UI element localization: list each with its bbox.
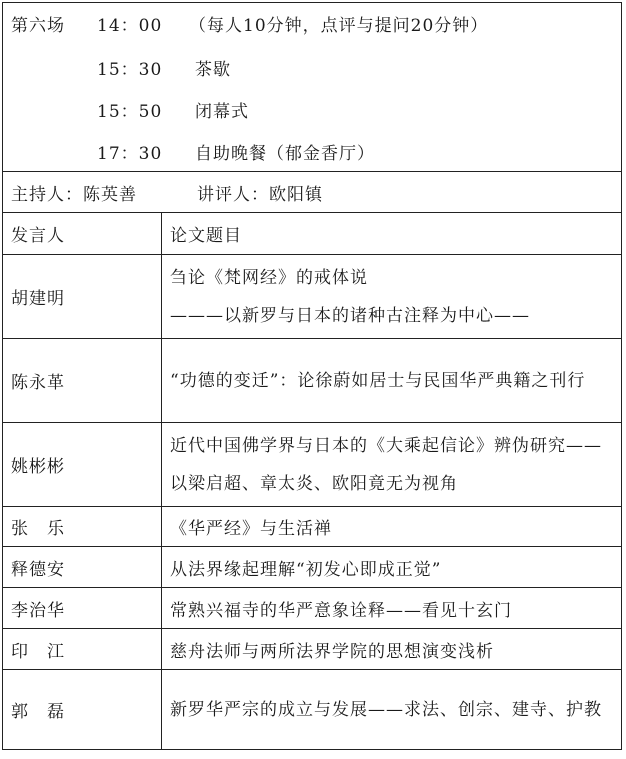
program-table (2, 2, 622, 750)
table-row (3, 507, 622, 547)
title-cell (162, 255, 622, 339)
schedule-desc: 茶歇 (195, 60, 231, 80)
title-line: 刍论《梵网经》的戒体说 (170, 267, 368, 288)
table-row (3, 547, 622, 588)
table-row (3, 255, 622, 339)
speaker-cell: 释德安 (3, 547, 162, 588)
title-cell (162, 670, 622, 750)
title-line: ———以新罗与日本的诸种古注释为中心—— (170, 305, 530, 326)
host-row (3, 172, 622, 213)
title-cell (162, 339, 622, 423)
speaker-cell: 印 江 (3, 629, 162, 670)
speaker-cell: 郭 磊 (3, 670, 162, 750)
title-cell: 慈舟法师与两所法界学院的思想演变浅析 (162, 629, 622, 670)
session-label: 第六场 (11, 16, 65, 36)
schedule-row (3, 3, 622, 172)
table-row (3, 629, 622, 670)
speaker-cell: 陈永革 (3, 339, 162, 423)
title-text: 新罗华严宗的成立与发展——求法、创宗、建寺、护教 (170, 699, 602, 720)
title-text: “功德的变迁”：论徐蔚如居士与民国华严典籍之刊行 (170, 370, 586, 391)
table-row (3, 588, 622, 629)
speaker-header: 发言人 (3, 213, 162, 255)
host-name: 主持人：陈英善 (11, 184, 137, 205)
table-row (3, 339, 622, 423)
schedule-desc: 闭幕式 (195, 102, 249, 122)
title-cell: 《华严经》与生活禅 (162, 507, 622, 547)
speaker-cell: 姚彬彬 (3, 423, 162, 507)
speaker-cell: 张 乐 (3, 507, 162, 547)
host-cell (3, 172, 622, 213)
schedule-desc: 自助晚餐（郁金香厅） (195, 144, 375, 164)
table-row (3, 670, 622, 750)
speaker-cell: 李治华 (3, 588, 162, 629)
schedule-cell (3, 3, 622, 172)
title-cell (162, 423, 622, 507)
schedule-time: 15：30 (97, 60, 163, 80)
schedule-time: 17：30 (97, 144, 163, 164)
table-row (3, 423, 622, 507)
schedule-time: 15：50 (97, 102, 163, 122)
title-text: 近代中国佛学界与日本的《大乘起信论》辨伪研究——以梁启超、章太炎、欧阳竟无为视角 (170, 435, 602, 494)
title-cell: 常熟兴福寺的华严意象诠释——看见十玄门 (162, 588, 622, 629)
commentator-name: 讲评人：欧阳镇 (197, 184, 323, 205)
title-header: 论文题目 (162, 213, 622, 255)
speaker-cell: 胡建明 (3, 255, 162, 339)
title-cell: 从法界缘起理解“初发心即成正觉” (162, 547, 622, 588)
schedule-time: 14：00 (97, 16, 163, 36)
table-header-row (3, 213, 622, 255)
schedule-desc: （每人10分钟，点评与提问20分钟） (189, 16, 489, 36)
